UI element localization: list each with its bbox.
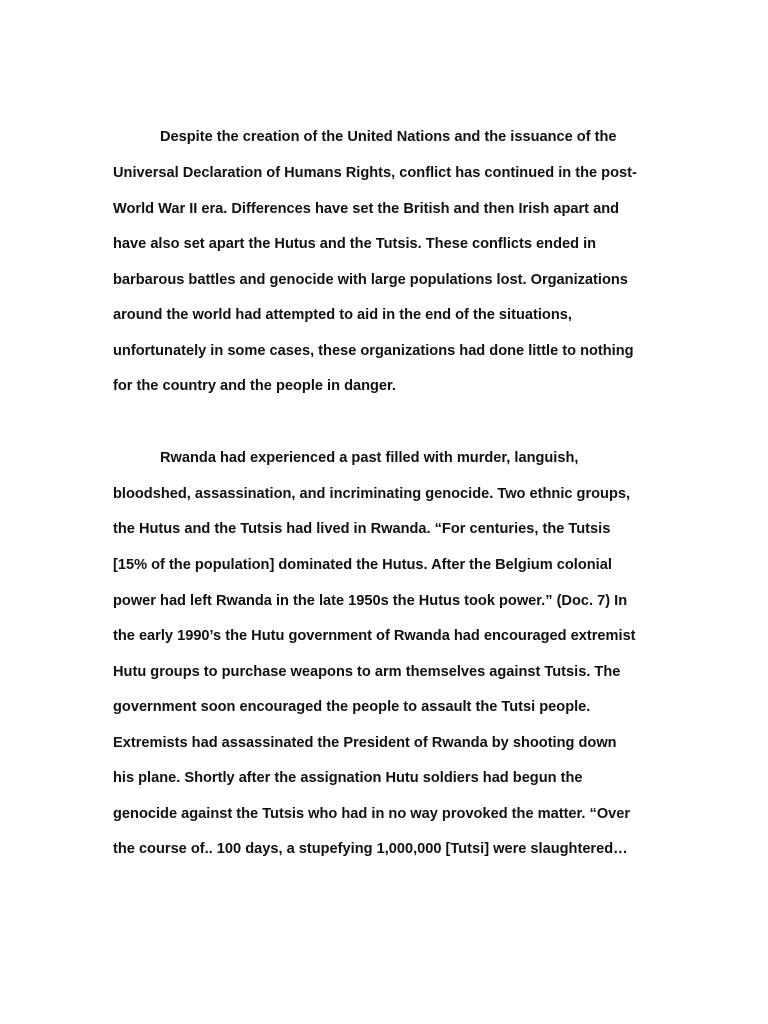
- paragraph-line: the early 1990’s the Hutu government of Rwanda had encouraged extremist: [113, 628, 636, 644]
- paragraph-line: genocide against the Tutsis who had in no way provoked the matter. “Over: [113, 806, 631, 822]
- paragraph-line: power had left Rwanda in the late 1950s the Hutus took power.” (Doc. 7) In: [113, 593, 628, 609]
- paragraph-line: Rwanda had experienced a past filled with murder, languish,: [160, 450, 579, 466]
- paragraph-line: World War II era. Differences have set the British and then Irish apart and: [113, 201, 620, 217]
- paragraph-line: unfortunately in some cases, these organizations had done little to nothing: [113, 343, 634, 359]
- paragraph-line: around the world had attempted to aid in the end of the situations,: [113, 307, 572, 323]
- paragraph-line: his plane. Shortly after the assignation Hutu soldiers had begun the: [113, 770, 583, 786]
- paragraph-line: Despite the creation of the United Nations and the issuance of the: [160, 129, 617, 145]
- paragraph-line: government soon encouraged the people to assault the Tutsi people.: [113, 699, 591, 715]
- paragraph-line: Extremists had assassinated the President of Rwanda by shooting down: [113, 735, 617, 751]
- paragraph-line: Hutu groups to purchase weapons to arm themselves against Tutsis. The: [113, 664, 621, 680]
- paragraph-line: the Hutus and the Tutsis had lived in Rwanda. “For centuries, the Tutsis: [113, 521, 611, 537]
- paragraph-line: the course of.. 100 days, a stupefying 1,000,000 [Tutsi] were slaughtered…: [113, 841, 628, 857]
- paragraph-line: bloodshed, assassination, and incriminating genocide. Two ethnic groups,: [113, 486, 631, 502]
- paragraph-line: barbarous battles and genocide with large populations lost. Organizations: [113, 272, 628, 288]
- paragraph-line: for the country and the people in danger.: [113, 378, 396, 394]
- paragraph-line: [15% of the population] dominated the Hutus. After the Belgium colonial: [113, 557, 612, 573]
- paragraph-line: Universal Declaration of Humans Rights, conflict has continued in the post-: [113, 165, 637, 181]
- paragraph-line: have also set apart the Hutus and the Tutsis. These conflicts ended in: [113, 236, 597, 252]
